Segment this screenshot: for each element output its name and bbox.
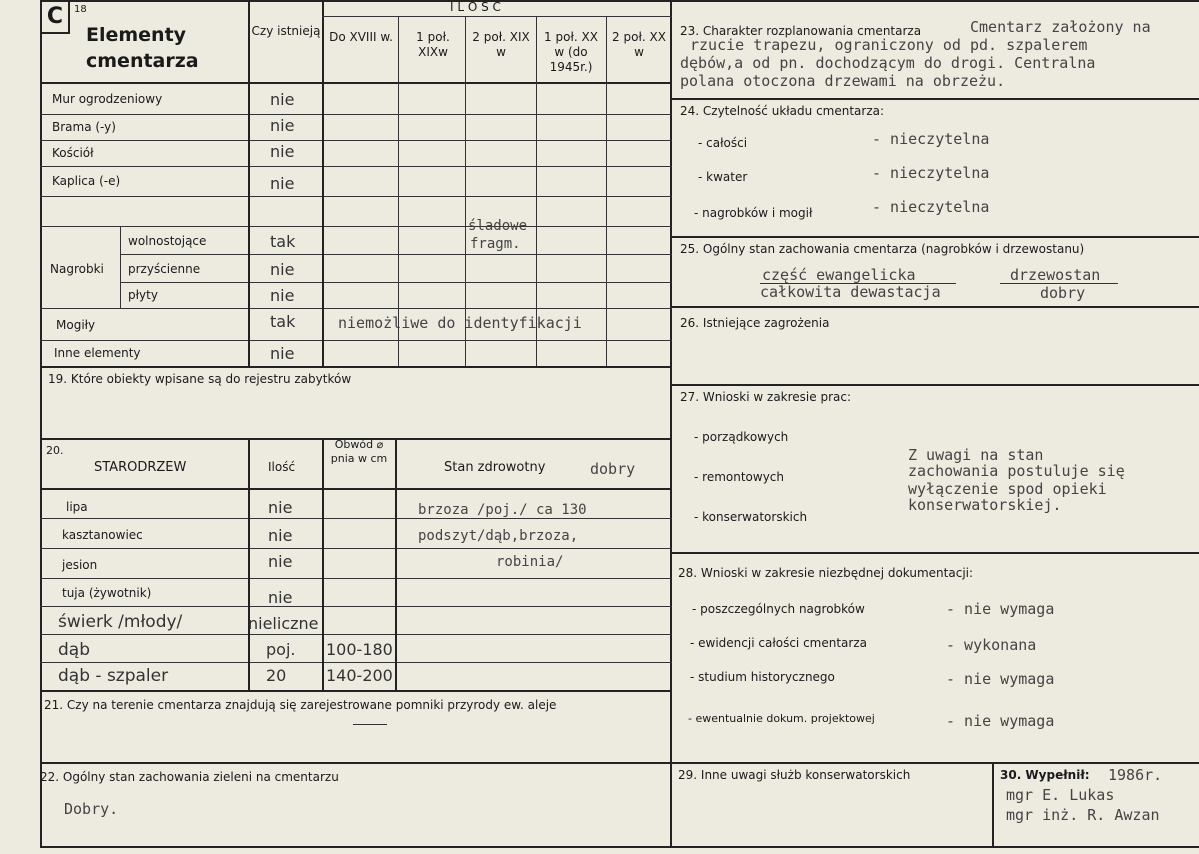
- center-divider: [670, 0, 672, 848]
- tree-name-4: świerk /młody/: [58, 612, 183, 632]
- hdr-bottom-line: [40, 82, 672, 84]
- tree-qty-3: nie: [268, 588, 293, 607]
- mogily-value: tak: [270, 312, 296, 331]
- nagrobki-label: Nagrobki: [50, 262, 104, 276]
- section24-label: 24. Czytelność układu cmentarza:: [680, 104, 885, 118]
- tree-name-3: tuja (żywotnik): [62, 586, 152, 600]
- s30-person2: mgr inż. R. Awzan: [1006, 806, 1160, 824]
- frame-bottom: [40, 846, 1199, 848]
- s28-value-3: - nie wymaga: [946, 712, 1055, 730]
- col-2-xx: 2 poł. XX w: [612, 30, 666, 59]
- row-value-mur: nie: [270, 90, 295, 109]
- nagrobki-value-wolno: tak: [270, 232, 296, 251]
- section23-label: 23. Charakter rozplanowania cmentarza: [680, 24, 922, 38]
- s24-value-0: - nieczytelna: [872, 130, 990, 148]
- section21-bottom: [40, 762, 672, 764]
- s28-value-0: - nie wymaga: [946, 600, 1055, 618]
- s27-note-3: wyłączenie spod opieki: [908, 480, 1107, 498]
- tree-name-0: lipa: [66, 500, 88, 514]
- col-do-xviii: Do XVIII w.: [329, 30, 393, 44]
- s27-item-1: - remontowych: [694, 470, 784, 484]
- section22-label: 22. Ogólny stan zachowania zieleni na cmentarzu: [40, 770, 339, 784]
- col-ilosc: Ilość: [268, 460, 296, 474]
- section21-label: 21. Czy na terenie cmentarza znajdują się zarejestrowane pomniki przyrody ew. aleje: [44, 698, 557, 712]
- section22-value: Dobry.: [64, 800, 119, 818]
- nagrobki-row-wolno: wolnostojące: [128, 234, 207, 248]
- section20-number: 20.: [46, 444, 64, 457]
- col-1-xix: 1 poł. XIXw: [416, 30, 450, 59]
- row-value-brama: nie: [270, 116, 295, 135]
- s25-left-top: część ewangelicka: [762, 266, 916, 284]
- s24-item-2: - nagrobków i mogił: [694, 206, 813, 220]
- tree-qty-6: 20: [266, 666, 287, 685]
- section19-label: 19. Które obiekty wpisane są do rejestru zabytków: [48, 372, 352, 386]
- s24-item-0: - całości: [698, 136, 748, 150]
- stan-value: dobry: [590, 460, 636, 478]
- col-stan: Stan zdrowotny: [444, 460, 546, 475]
- s30-person1: mgr E. Lukas: [1006, 786, 1115, 804]
- s28-value-2: - nie wymaga: [946, 670, 1055, 688]
- row-value-kosciol: nie: [270, 142, 295, 161]
- row-label-kosciol: Kościół: [52, 146, 94, 160]
- s27-note-1: Z uwagi na stan: [908, 446, 1044, 464]
- nagrobki-value-plyty: nie: [270, 286, 295, 305]
- nagrobki-value-przysc: nie: [270, 260, 295, 279]
- tree-qty-4: nieliczne: [248, 614, 319, 633]
- title-line1: Elementy: [86, 24, 187, 46]
- section26-label: 26. Istniejące zagrożenia: [680, 316, 830, 330]
- nagrobki-note-1: śladowe: [468, 218, 528, 234]
- col-1-xx: 1 poł. XX w (do 1945r.): [544, 30, 598, 74]
- tree-qty-2: nie: [268, 552, 293, 571]
- frame-left: [40, 0, 42, 848]
- tree-name-1: kasztanowiec: [62, 528, 143, 542]
- s25-right-top: drzewostan: [1010, 266, 1101, 284]
- sheet-number: 18: [74, 4, 87, 15]
- s24-value-1: - nieczytelna: [872, 164, 990, 182]
- nagrobki-note-2: fragm.: [470, 236, 521, 252]
- section25-label: 25. Ogólny stan zachowania cmentarza (nagrobków i drzewostanu): [680, 242, 1085, 256]
- tree-name-2: jesion: [62, 558, 98, 572]
- s30-year: 1986r.: [1108, 766, 1163, 784]
- row-label-brama: Brama (-y): [52, 120, 116, 134]
- tree-obwod-6: 140-200: [326, 666, 393, 685]
- section29-label: 29. Inne uwagi służb konserwatorskich: [678, 768, 911, 782]
- stan-note-1: brzoza /poj./ ca 130: [418, 502, 587, 518]
- section23-line2: rzucie trapezu, ograniczony od pd. szpalerem: [690, 36, 1088, 54]
- mogily-label: Mogiły: [56, 318, 96, 332]
- section28-label: 28. Wnioski w zakresie niezbędnej dokumentacji:: [678, 566, 974, 580]
- s28-item-0: - poszczególnych nagrobków: [692, 602, 865, 616]
- s28-value-1: - wykonana: [946, 636, 1037, 654]
- col-obwod: Obwód ⌀ pnia w cm: [330, 438, 388, 465]
- ilosc-header: I L O Ś C: [450, 0, 501, 14]
- stan-note-3: robinia/: [496, 554, 564, 570]
- tree-qty-5: poj.: [266, 640, 296, 659]
- inne-value: nie: [270, 344, 295, 363]
- s25-right-bottom: dobry: [1040, 284, 1086, 302]
- s27-item-0: - porządkowych: [694, 430, 789, 444]
- nagrobki-row-plyty: płyty: [128, 288, 158, 302]
- section23-line3: dębów,a od pn. dochodzącym do drogi. Centralna: [680, 54, 1096, 72]
- s27-note-4: konserwatorskiej.: [908, 496, 1062, 514]
- starodrzew-title: STARODRZEW: [94, 460, 187, 475]
- tree-name-5: dąb: [58, 640, 90, 660]
- col-exists-header: Czy istnieją: [251, 24, 321, 38]
- stan-note-2: podszyt/dąb,brzoza,: [418, 528, 579, 544]
- tree-name-6: dąb - szpaler: [58, 666, 169, 686]
- mogily-note: niemożliwe do identyfikacji: [338, 314, 582, 332]
- s27-item-2: - konserwatorskich: [694, 510, 808, 524]
- row-value-kaplica: nie: [270, 174, 295, 193]
- nagrobki-row-przysc: przyścienne: [128, 262, 201, 276]
- title-line2: cmentarza: [86, 50, 199, 72]
- dash-mark: [353, 724, 387, 725]
- section23-line4: polana otoczona drzewami na obrzeżu.: [680, 72, 1006, 90]
- tree-qty-0: nie: [268, 498, 293, 517]
- s28-item-2: - studium historycznego: [690, 670, 835, 684]
- col-2-xix: 2 poł. XIX w: [472, 30, 530, 59]
- tree-obwod-5: 100-180: [326, 640, 393, 659]
- section23-line1: Cmentarz założony na: [970, 18, 1151, 36]
- s25-left-bottom: całkowita dewastacja: [760, 283, 941, 301]
- s27-note-2: zachowania postuluje się: [908, 462, 1125, 480]
- frame-top: [40, 0, 1199, 2]
- s24-value-2: - nieczytelna: [872, 198, 990, 216]
- s24-item-1: - kwater: [698, 170, 748, 184]
- tree-qty-1: nie: [268, 526, 293, 545]
- section30-label: 30. Wypełnił:: [1000, 768, 1090, 782]
- table-end-line: [40, 366, 672, 368]
- row-label-kaplica: Kaplica (-e): [52, 174, 121, 188]
- c-box: C: [42, 2, 70, 34]
- row-label-mur: Mur ogrodzeniowy: [52, 92, 163, 106]
- s28-item-3: - ewentualnie dokum. projektowej: [688, 712, 875, 725]
- s28-item-1: - ewidencji całości cmentarza: [690, 636, 867, 650]
- inne-label: Inne elementy: [54, 346, 141, 360]
- section27-label: 27. Wnioski w zakresie prac:: [680, 390, 852, 404]
